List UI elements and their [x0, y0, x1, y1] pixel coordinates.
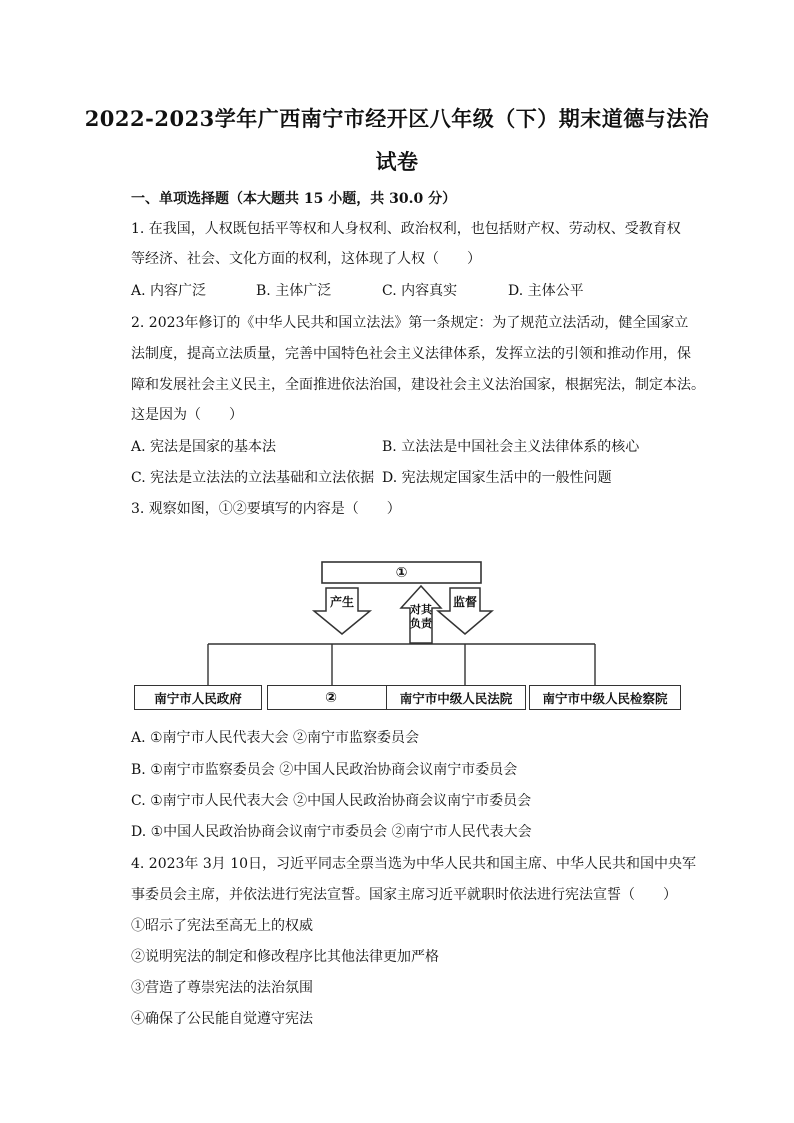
top-box-label: ①: [395, 564, 408, 581]
q2-option-b: B. 立法法是中国社会主义法律体系的核心: [382, 439, 640, 455]
q2-option-c: C. 宪法是立法法的立法基础和立法依据: [131, 470, 375, 486]
q4-item-3: ③营造了尊崇宪法的法治氛围: [131, 980, 313, 996]
box-intermediate-procuratorate: 南宁市中级人民检察院: [529, 685, 681, 710]
box-blank-2: ②: [267, 685, 395, 710]
q1-option-a: A. 内容广泛: [131, 283, 207, 299]
q3-option-b: B. ①南宁市监察委员会 ②中国人民政治协商会议南宁市委员会: [131, 762, 518, 778]
arrow-supervise-label: 监督: [453, 595, 478, 609]
q3-option-c: C. ①南宁市人民代表大会 ②中国人民政治协商会议南宁市委员会: [131, 793, 532, 809]
q2-stem-line2: 法制度，提高立法质量，完善中国特色社会主义法律体系，发挥立法的引领和推动作用，保: [131, 346, 691, 362]
q1-option-d: D. 主体公平: [508, 283, 584, 299]
arrow-produce-label: 产生: [330, 595, 355, 609]
q1-option-b: B. 主体广泛: [256, 283, 332, 299]
box-intermediate-court: 南宁市中级人民法院: [386, 685, 526, 710]
q2-stem-line4: 这是因为（ ）: [131, 407, 243, 423]
q3-organization-diagram: [130, 556, 684, 716]
q2-stem-line1: 2. 2023年修订的《中华人民共和国立法法》第一条规定：为了规范立法活动，健全国家立: [131, 315, 689, 331]
box-city-government: 南宁市人民政府: [134, 685, 262, 710]
q3-option-d: D. ①中国人民政治协商会议南宁市委员会 ②南宁市人民代表大会: [131, 824, 532, 840]
q4-stem-line1: 4. 2023年 3月 10日，习近平同志全票当选为中华人民共和国主席、中华人民共和国中央军: [131, 856, 697, 872]
q2-option-d: D. 宪法规定国家生活中的一般性问题: [382, 470, 612, 486]
q1-option-c: C. 内容真实: [382, 283, 458, 299]
section-heading: 一、单项选择题（本大题共 15 小题，共 30.0 分）: [131, 191, 457, 207]
q1-stem-line2: 等经济、社会、文化方面的权利，这体现了人权（ ）: [131, 251, 481, 267]
q2-option-a: A. 宪法是国家的基本法: [131, 439, 277, 455]
q1-stem-line1: 1. 在我国，人权既包括平等权和人身权利、政治权利，也包括财产权、劳动权、受教育权: [131, 221, 681, 237]
exam-title-line1: 2022-2023学年广西南宁市经开区八年级（下）期末道德与法治: [84, 106, 710, 131]
q4-item-2: ②说明宪法的制定和修改程序比其他法律更加严格: [131, 949, 439, 965]
q3-stem-line1: 3. 观察如图，①②要填写的内容是（ ）: [131, 501, 401, 517]
q4-stem-line2: 事委员会主席，并依法进行宪法宣誓。国家主席习近平就职时依法进行宪法宣誓（ ）: [131, 887, 677, 903]
q3-option-a: A. ①南宁市人民代表大会 ②南宁市监察委员会: [131, 730, 420, 746]
arrow-responsible-label: 对其负责: [410, 603, 432, 630]
exam-title-line2: 试卷: [375, 149, 419, 174]
q2-stem-line3: 障和发展社会主义民主，全面推进依法治国，建设社会主义法治国家，根据宪法，制定本法。: [131, 377, 705, 393]
q4-item-4: ④确保了公民能自觉遵守宪法: [131, 1011, 313, 1027]
q4-item-1: ①昭示了宪法至高无上的权威: [131, 918, 313, 934]
